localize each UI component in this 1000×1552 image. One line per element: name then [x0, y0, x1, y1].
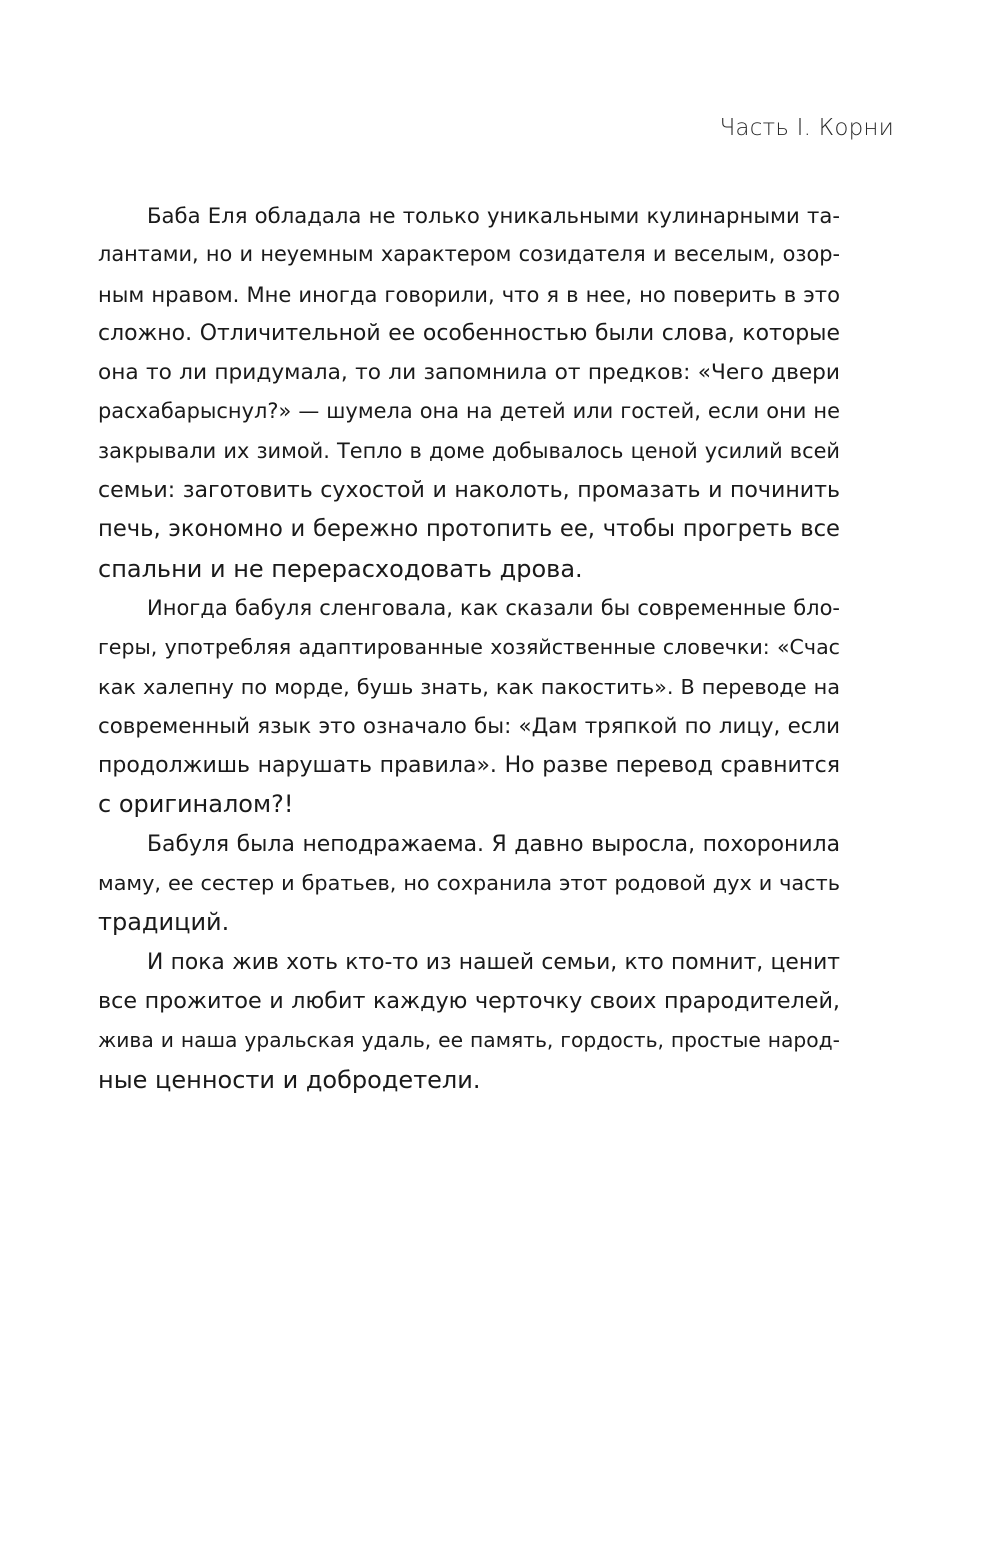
paragraph-4-line-4: ные ценности и добродетели.	[98, 1065, 481, 1094]
paragraph-3-line-3: традиций.	[98, 908, 230, 937]
paragraph-2-line-5: продолжишь нарушать правила». Но разве перевод сравнится	[98, 753, 840, 779]
paragraph-1-line-9: печь, экономно и бережно протопить ее, чтобы прогреть все	[98, 516, 840, 543]
paragraph-1-line-8: семьи: заготовить сухостой и наколоть, промазать и починить	[98, 477, 840, 504]
paragraph-1-line-3: ным нравом. Мне иногда говорили, что я в нее, но поверить в это	[98, 281, 840, 307]
body-text	[98, 196, 840, 1100]
paragraph-1-line-5: она то ли придумала, то ли запомнила от предков: «Чего двери	[98, 360, 840, 386]
paragraph-4-line-3: жива и наша уральская удаль, ее память, гордость, простые народ-	[98, 1028, 840, 1053]
paragraph-1-line-1: Баба Еля обладала не только уникальными кулинарными та-	[147, 203, 840, 228]
paragraph-2-line-4: современный язык это означало бы: «Дам тряпкой по лицу, если	[98, 713, 840, 739]
paragraph-2-line-6: с оригиналом?!	[98, 790, 294, 819]
paragraph-3-line-1: Бабуля была неподражаема. Я давно выросла, похоронила	[147, 831, 840, 857]
paragraph-3-line-2: маму, ее сестер и братьев, но сохранила этот родовой дух и часть	[98, 871, 840, 896]
paragraph-4-line-2: все прожитое и любит каждую черточку своих прародителей,	[98, 987, 840, 1014]
paragraph-2-line-2: геры, употребляя адаптированные хозяйственные словечки: «Счас	[98, 635, 840, 660]
paragraph-1-line-2: лантами, но и неуемным характером созидателя и веселым, озор-	[98, 242, 840, 267]
paragraph-1-line-6: расхабарыснул?» — шумела она на детей или гостей, если они не	[98, 399, 840, 424]
running-header: Часть I. Корни	[719, 115, 894, 141]
paragraph-2-line-3: как халепну по морде, бушь знать, как пакостить». В переводе на	[98, 674, 840, 699]
paragraph-2-line-1: Иногда бабуля сленговала, как сказали бы современные бло-	[147, 595, 840, 620]
paragraph-1-line-7: закрывали их зимой. Тепло в доме добывалось ценой усилий всей	[98, 438, 840, 463]
paragraph-1-line-4: сложно. Отличительной ее особенностью были слова, которые	[98, 320, 840, 346]
paragraph-1-line-10: спальни и не перерасходовать дрова.	[98, 554, 583, 583]
paragraph-4-line-1: И пока жив хоть кто-то из нашей семьи, кто помнит, ценит	[147, 949, 840, 975]
